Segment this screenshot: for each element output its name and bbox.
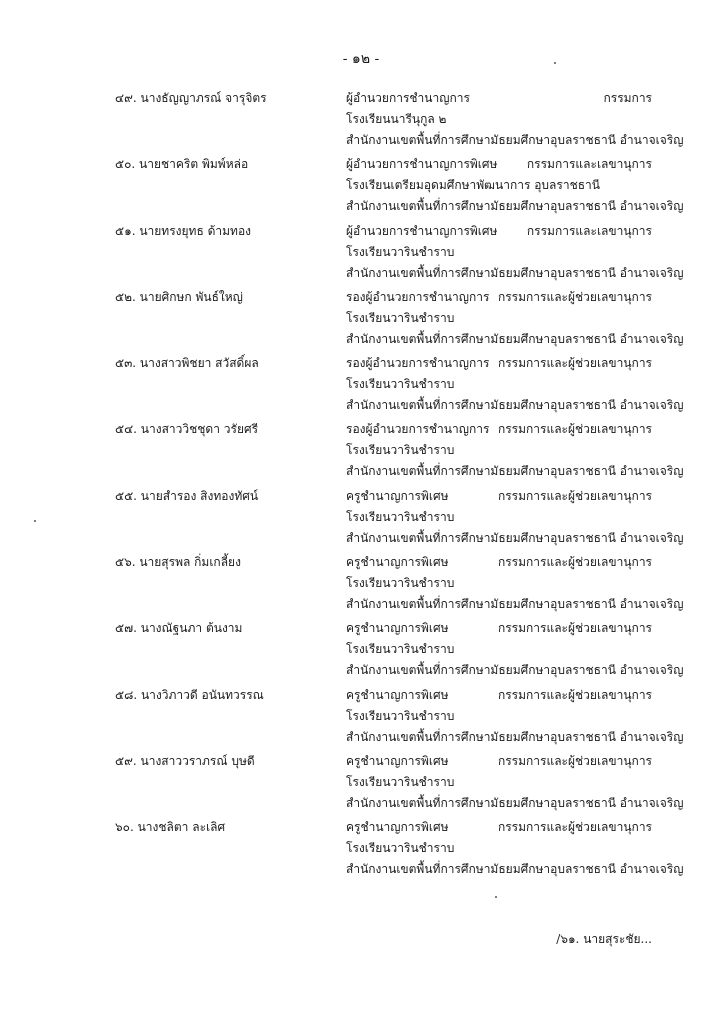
member-school: โรงเรียนวารินชำราบ: [346, 244, 455, 259]
member-school: โรงเรียนเตรียมอุดมศึกษาพัฒนาการ อุบลราชธานี: [346, 178, 600, 193]
member-role: กรรมการและผู้ช่วยเลขานุการ: [497, 621, 652, 636]
member-name: ๖๐. นางชลิตา ละเลิศ: [115, 820, 226, 835]
member-role: กรรมการและผู้ช่วยเลขานุการ: [497, 687, 652, 702]
member-name: ๕๙. นางสาววราภรณ์ บุษดี: [115, 753, 255, 768]
committee-list: [0, 88, 722, 884]
member-position: รองผู้อำนวยการชำนาญการ: [346, 422, 490, 437]
member-position: ครูชำนาญการพิเศษ: [346, 621, 449, 636]
member-name: ๔๙. นางธัญญาภรณ์ จารุจิตร: [115, 91, 267, 105]
member-school: โรงเรียนนารีนุกูล ๒: [346, 112, 447, 126]
member-office: สำนักงานเขตพื้นที่การศึกษามัธยมศึกษาอุบลราชธานี อำนาจเจริญ: [346, 331, 684, 346]
member-position: ครูชำนาญการพิเศษ: [346, 820, 449, 835]
member-position: ผู้อำนวยการชำนาญการ: [346, 91, 470, 105]
member-school: โรงเรียนวารินชำราบ: [346, 509, 455, 524]
page-number: - ๑๒ -: [342, 51, 380, 67]
page-continuation-note: /๖๑. นายสุระชัย...: [556, 932, 652, 946]
member-role: กรรมการและผู้ช่วยเลขานุการ: [497, 753, 652, 768]
member-position: รองผู้อำนวยการชำนาญการ: [346, 289, 490, 304]
member-name: ๕๑. นายทรงยุทธ ด้ามทอง: [115, 223, 252, 238]
committee-entry-57: [0, 618, 722, 684]
member-role: กรรมการและเลขานุการ: [526, 223, 652, 238]
committee-entry-51: [0, 221, 722, 287]
scan-speck: [34, 520, 36, 522]
member-position: ครูชำนาญการพิเศษ: [346, 555, 449, 570]
member-school: โรงเรียนวารินชำราบ: [346, 443, 455, 458]
member-role: กรรมการ: [603, 91, 652, 105]
member-office: สำนักงานเขตพื้นที่การศึกษามัธยมศึกษาอุบลราชธานี อำนาจเจริญ: [346, 133, 684, 147]
committee-entry-56: [0, 552, 722, 618]
member-position: ผู้อำนวยการชำนาญการพิเศษ: [346, 157, 498, 172]
member-position: ผู้อำนวยการชำนาญการพิเศษ: [346, 223, 498, 238]
scan-speck: [495, 896, 497, 898]
member-role: กรรมการและผู้ช่วยเลขานุการ: [497, 422, 652, 437]
committee-entry-60: [0, 817, 722, 883]
member-name: ๕๘. นางวิภาวดี อนันทวรรณ: [115, 687, 264, 702]
member-role: กรรมการและผู้ช่วยเลขานุการ: [497, 488, 652, 503]
committee-entry-55: [0, 486, 722, 552]
member-name: ๕๔. นางสาววิชชุดา วรัยศรี: [115, 422, 259, 437]
member-position: ครูชำนาญการพิเศษ: [346, 687, 449, 702]
member-role: กรรมการและผู้ช่วยเลขานุการ: [497, 555, 652, 570]
member-role: กรรมการและผู้ช่วยเลขานุการ: [497, 356, 652, 371]
member-office: สำนักงานเขตพื้นที่การศึกษามัธยมศึกษาอุบลราชธานี อำนาจเจริญ: [346, 795, 684, 810]
member-position: ครูชำนาญการพิเศษ: [346, 753, 449, 768]
member-role: กรรมการและผู้ช่วยเลขานุการ: [497, 820, 652, 835]
member-school: โรงเรียนวารินชำราบ: [346, 377, 455, 392]
committee-entry-58: [0, 685, 722, 751]
committee-entry-54: [0, 419, 722, 485]
member-office: สำนักงานเขตพื้นที่การศึกษามัธยมศึกษาอุบลราชธานี อำนาจเจริญ: [346, 862, 684, 877]
committee-entry-49: [0, 88, 722, 154]
member-position: ครูชำนาญการพิเศษ: [346, 488, 449, 503]
committee-entry-59: [0, 751, 722, 817]
member-name: ๕๗. นางณัฐนภา ต้นงาม: [115, 621, 243, 636]
member-school: โรงเรียนวารินชำราบ: [346, 708, 455, 723]
member-school: โรงเรียนวารินชำราบ: [346, 576, 455, 591]
member-office: สำนักงานเขตพื้นที่การศึกษามัธยมศึกษาอุบลราชธานี อำนาจเจริญ: [346, 265, 684, 280]
member-office: สำนักงานเขตพื้นที่การศึกษามัธยมศึกษาอุบลราชธานี อำนาจเจริญ: [346, 729, 684, 744]
member-office: สำนักงานเขตพื้นที่การศึกษามัธยมศึกษาอุบลราชธานี อำนาจเจริญ: [346, 663, 684, 678]
member-name: ๕๕. นายสำรอง สิงทองทัศน์: [115, 488, 259, 503]
scan-speck: [554, 62, 556, 64]
member-position: รองผู้อำนวยการชำนาญการ: [346, 356, 490, 371]
member-office: สำนักงานเขตพื้นที่การศึกษามัธยมศึกษาอุบลราชธานี อำนาจเจริญ: [346, 464, 684, 479]
member-school: โรงเรียนวารินชำราบ: [346, 310, 455, 325]
member-name: ๕๖. นายสุรพล กิ่มเกลี้ยง: [115, 555, 241, 570]
committee-entry-50: [0, 154, 722, 220]
member-school: โรงเรียนวารินชำราบ: [346, 774, 455, 789]
member-school: โรงเรียนวารินชำราบ: [346, 841, 455, 856]
member-office: สำนักงานเขตพื้นที่การศึกษามัธยมศึกษาอุบลราชธานี อำนาจเจริญ: [346, 597, 684, 612]
member-name: ๕๒. นายศิกษก พันธ์ใหญ่: [115, 289, 243, 304]
member-name: ๕๓. นางสาวพิชยา สวัสดิ์ผล: [115, 356, 259, 371]
member-office: สำนักงานเขตพื้นที่การศึกษามัธยมศึกษาอุบลราชธานี อำนาจเจริญ: [346, 530, 684, 545]
member-office: สำนักงานเขตพื้นที่การศึกษามัธยมศึกษาอุบลราชธานี อำนาจเจริญ: [346, 398, 684, 413]
member-name: ๕๐. นายชาคริต พิมพ์หล่อ: [115, 157, 249, 172]
member-role: กรรมการและเลขานุการ: [526, 157, 652, 172]
member-role: กรรมการและผู้ช่วยเลขานุการ: [497, 289, 652, 304]
committee-entry-52: [0, 287, 722, 353]
committee-entry-53: [0, 353, 722, 419]
member-office: สำนักงานเขตพื้นที่การศึกษามัธยมศึกษาอุบลราชธานี อำนาจเจริญ: [346, 199, 684, 214]
member-school: โรงเรียนวารินชำราบ: [346, 642, 455, 657]
